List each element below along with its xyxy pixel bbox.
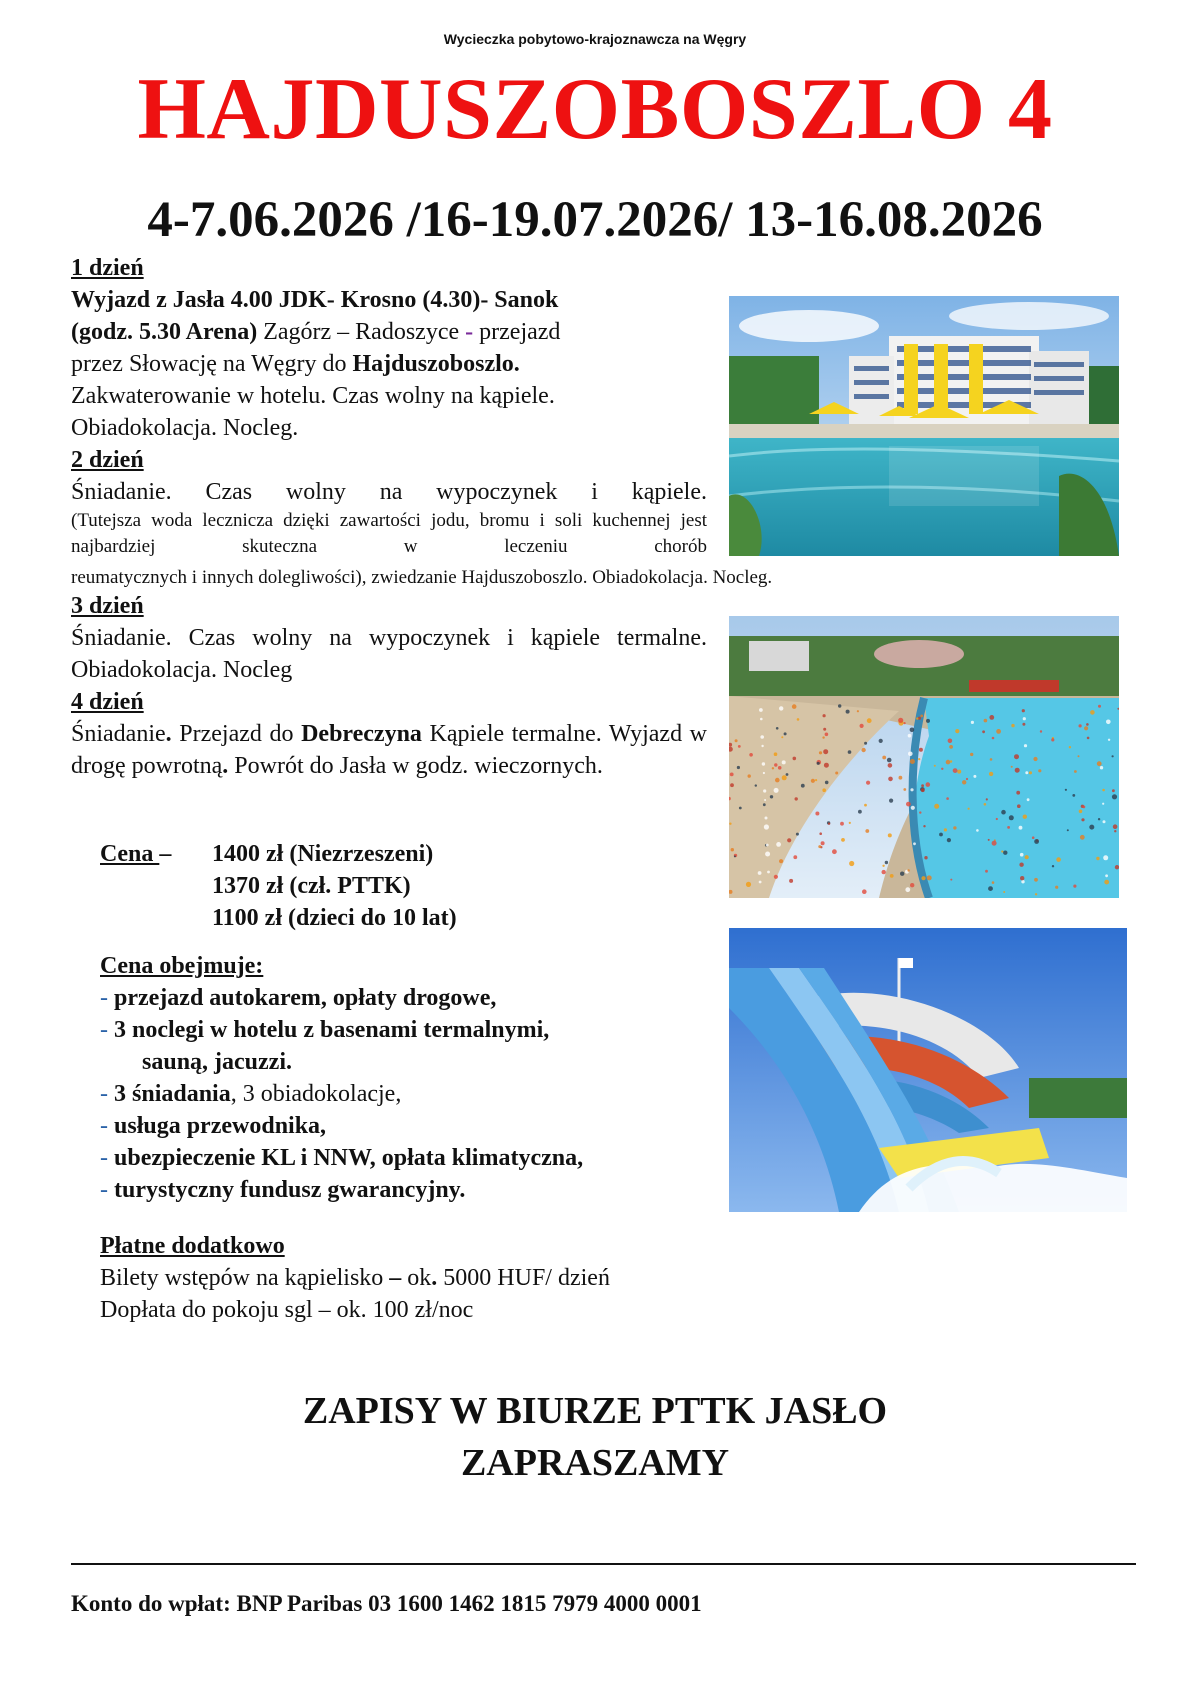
day-4-dot-2: . <box>222 753 229 779</box>
signup-cta: ZAPISY W BIURZE PTTK JASŁO <box>302 1390 888 1432</box>
extra-section <box>100 1230 740 1326</box>
day-2-heading: 2 dzień <box>71 447 144 473</box>
day-1-dash: - <box>465 319 480 345</box>
includes-item: - przejazd autokarem, opłaty drogowe, <box>100 985 497 1011</box>
day-4-baths: Kąpiele termalne. Wyjazd w drogę powrotną <box>71 721 707 779</box>
day-1-line-1: Wyjazd z Jasła 4.00 JDK- Krosno (4.30)- Sanok <box>71 287 559 313</box>
includes-item-continued: sauną, jacuzzi. <box>142 1049 292 1075</box>
trip-dates: 4-7.06.2026 /16-19.07.2026/ 13-16.08.2026 <box>147 192 1043 248</box>
day-1-line-3 <box>71 348 671 380</box>
price-section <box>100 838 457 934</box>
day-1-via: przez Słowację na Węgry do <box>71 351 353 377</box>
day-1-heading: 1 dzień <box>71 255 144 281</box>
day-3-section <box>71 590 707 686</box>
includes-item: - 3 noclegi w hotelu z basenami termalnymi, <box>100 1017 550 1043</box>
extra-ticket-price: 5000 HUF/ dzień <box>437 1265 610 1291</box>
day-2-line-1: Śniadanie. Czas wolny na wypoczynek i kąpiele. <box>71 479 707 505</box>
day-4-dot-1: . <box>165 721 180 747</box>
extra-line-1 <box>100 1262 740 1294</box>
day-2-section <box>71 444 707 560</box>
includes-item-text: usługa przewodnika, <box>114 1113 327 1139</box>
page-title: HAJDUSZOBOSZLO 4 <box>137 61 1053 158</box>
includes-item-text: przejazd autokarem, opłaty drogowe, <box>114 985 497 1011</box>
includes-item-text: 3 śniadania <box>114 1081 231 1107</box>
water-slides-photo <box>729 928 1127 1212</box>
day-4-heading: 4 dzień <box>71 689 144 715</box>
hotel-pool-photo <box>729 296 1119 556</box>
day-4-text <box>71 718 707 782</box>
day-4-debrecen: Debreczyna <box>301 721 422 747</box>
includes-item-text-2: , 3 obiadokolacje, <box>230 1081 402 1107</box>
price-list <box>212 838 457 934</box>
includes-item: - ubezpieczenie KL i NNW, opłata klimatyczna, <box>100 1145 584 1171</box>
extra-approx: ok <box>401 1265 432 1291</box>
day-1-line-4: Zakwaterowanie w hotelu. Czas wolny na kąpiele. <box>71 383 555 409</box>
footer-divider <box>71 1563 1136 1565</box>
extra-dot: . <box>431 1265 438 1291</box>
day-1-route: Zagórz – Radoszyce <box>257 319 466 345</box>
price-item: 1400 zł (Niezrzeszeni) <box>212 841 434 867</box>
thermal-pool-photo <box>729 616 1119 898</box>
welcome-cta: ZAPRASZAMY <box>460 1442 730 1484</box>
day-2-note: (Tutejsza woda lecznicza dzięki zawartości jodu, bromu i soli kuchennej jest najbardziej skuteczna w leczeniu chorób <box>71 510 707 557</box>
includes-item: - usługa przewodnika, <box>100 1113 327 1139</box>
trip-subtitle: Wycieczka pobytowo-krajoznawcza na Węgry <box>443 31 747 47</box>
includes-item: - turystyczny fundusz gwarancyjny. <box>100 1177 466 1203</box>
includes-item-text: turystyczny fundusz gwarancyjny. <box>114 1177 466 1203</box>
day-1-transit: przejazd <box>479 319 561 345</box>
day-1-arena: (godz. 5.30 Arena) <box>71 319 258 345</box>
extra-line-2: Dopłata do pokoju sgl – ok. 100 zł/noc <box>100 1297 474 1323</box>
price-label-wrap <box>100 838 212 934</box>
day-1-line-2 <box>71 316 671 348</box>
extra-tickets: Bilety wstępów na kąpielisko <box>100 1265 390 1291</box>
includes-heading: Cena obejmuje: <box>100 953 264 979</box>
bank-account: Konto do wpłat: BNP Paribas 03 1600 1462 1815 7979 4000 0001 <box>71 1591 702 1616</box>
price-item: 1100 zł (dzieci do 10 lat) <box>212 905 457 931</box>
includes-item-text: ubezpieczenie KL i NNW, opłata klimatyczna, <box>114 1145 584 1171</box>
day-2-note-end: reumatycznych i innych dolegliwości), zwiedzanie Hajduszoboszlo. Obiadokolacja. Nocleg. <box>71 567 773 588</box>
extra-dash: – <box>389 1265 402 1291</box>
day-1-section <box>71 252 671 444</box>
day-1-destination: Hajduszoboszlo. <box>352 351 520 377</box>
day-1-line-5: Obiadokolacja. Nocleg. <box>71 415 299 441</box>
extra-heading: Płatne dodatkowo <box>100 1233 285 1259</box>
day-4-return: Powrót do Jasła w godz. wieczornych. <box>228 753 603 779</box>
day-4-section <box>71 686 707 782</box>
day-4-breakfast: Śniadanie <box>71 721 166 747</box>
day-3-text: Śniadanie. Czas wolny na wypoczynek i kąpiele termalne. Obiadokolacja. Nocleg <box>71 625 707 683</box>
includes-section <box>100 950 740 1206</box>
price-item: 1370 zł (czł. PTTK) <box>212 873 411 899</box>
price-label: Cena <box>100 841 160 867</box>
price-dash: – <box>159 841 172 867</box>
day-4-transfer: Przejazd do <box>179 721 302 747</box>
includes-item: - 3 śniadania, 3 obiadokolacje, <box>100 1081 402 1107</box>
includes-item-text: 3 noclegi w hotelu z basenami termalnymi, <box>114 1017 550 1043</box>
day-3-heading: 3 dzień <box>71 593 144 619</box>
